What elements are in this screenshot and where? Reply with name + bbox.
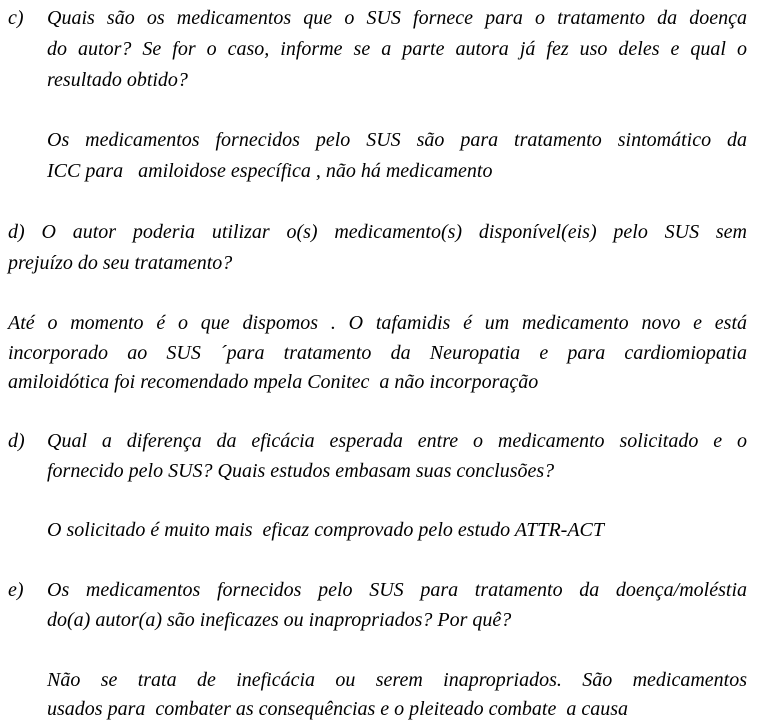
item-marker-d: d) <box>8 430 25 452</box>
answer-e-line-2: usados para combater as consequências e o pleiteado combate a causa <box>47 698 629 720</box>
question-d1-line-2: prejuízo do seu tratamento? <box>8 252 233 274</box>
question-e-line-1: Os medicamentos fornecidos pelo SUS para tratamento da doença/moléstia <box>47 579 747 601</box>
item-marker-e: e) <box>8 579 24 601</box>
answer-c-line-2: ICC para amiloidose específica , não há medicamento <box>47 160 493 182</box>
answer-d1-line-1: Até o momento é o que dispomos . O tafamidis é um medicamento novo e está <box>8 312 747 334</box>
answer-d2-line-1: O solicitado é muito mais eficaz comprovado pelo estudo ATTR-ACT <box>47 519 605 541</box>
question-c-line-3: resultado obtido? <box>47 69 188 91</box>
question-d2-line-2: fornecido pelo SUS? Quais estudos embasam suas conclusões? <box>47 460 555 482</box>
item-marker-c: c) <box>8 7 24 29</box>
question-d2-line-1: Qual a diferença da eficácia esperada entre o medicamento solicitado e o <box>47 430 747 452</box>
answer-c-line-1: Os medicamentos fornecidos pelo SUS são para tratamento sintomático da <box>47 129 747 151</box>
answer-d1-line-3: amiloidótica foi recomendado mpela Conitec a não incorporação <box>8 371 539 393</box>
question-d1-line-1: d) O autor poderia utilizar o(s) medicamento(s) disponível(eis) pelo SUS sem <box>8 221 747 243</box>
question-c-line-2: do autor? Se for o caso, informe se a parte autora já fez uso deles e qual o <box>47 38 747 60</box>
answer-d1-line-2: incorporado ao SUS ´para tratamento da Neuropatia e para cardiomiopatia <box>8 342 747 364</box>
question-c-line-1: Quais são os medicamentos que o SUS fornece para o tratamento da doença <box>47 7 747 29</box>
answer-e-line-1: Não se trata de ineficácia ou serem inapropriados. São medicamentos <box>47 669 747 691</box>
question-e-line-2: do(a) autor(a) são ineficazes ou inapropriados? Por quê? <box>47 609 512 631</box>
